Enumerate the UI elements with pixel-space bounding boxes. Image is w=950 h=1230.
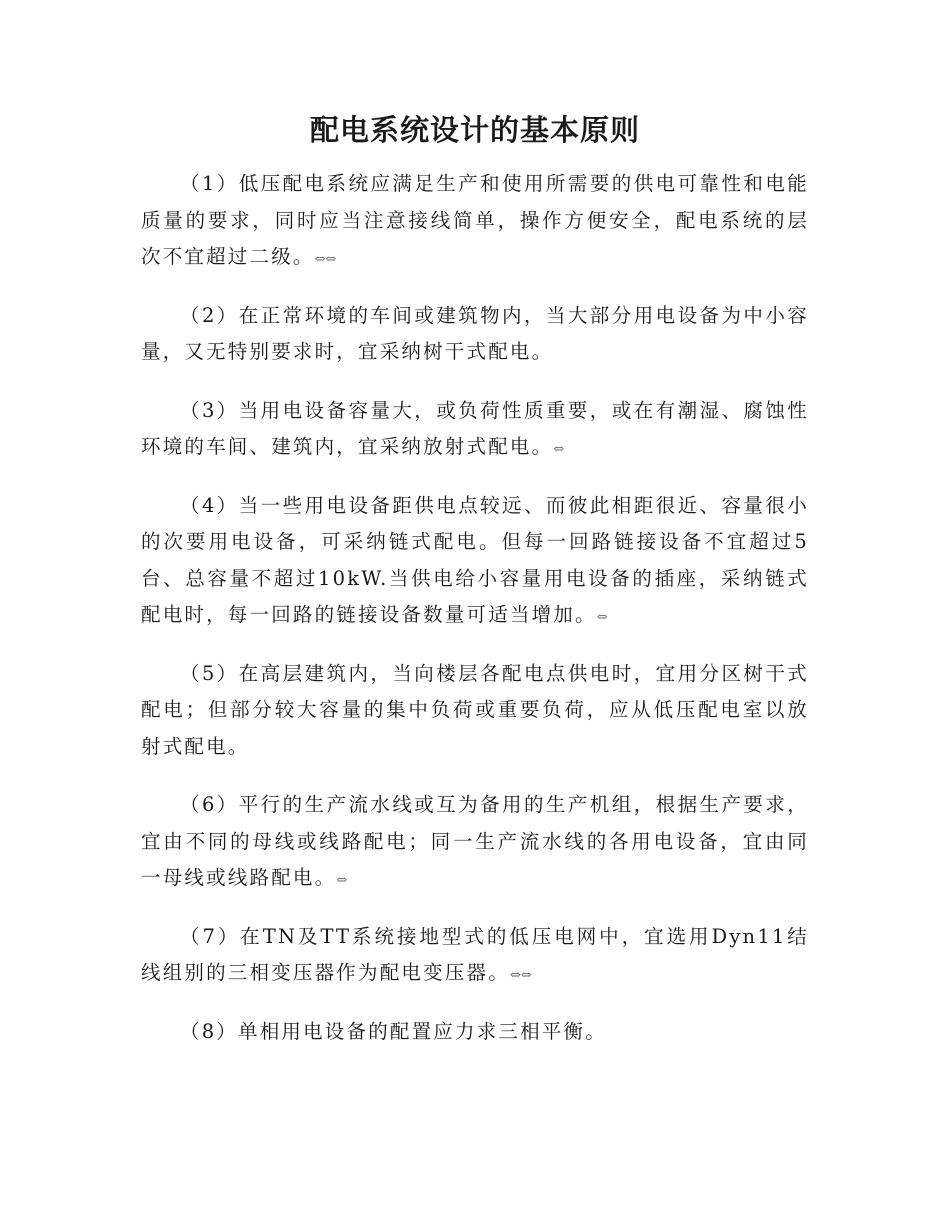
paragraph-text: （5）在高层建筑内，当向楼层各配电点供电时，宜用分区树干式配电；但部分较大容量的集中负荷或重要负荷，应从低压配电室以放射式配电。 [141, 661, 809, 758]
paragraph-text: （8）单相用电设备的配置应力求三相平衡。 [180, 1019, 607, 1043]
paragraph-text: （4）当一些用电设备距供电点较远、而彼此相距很近、容量很小的次要用电设备，可采纳链式配电。但每一回路链接设备不宜超过5台、总容量不超过10kW.当供电给小容量用电设备的插座，采纳链式配电时，每一回路的链接设备数量可适当增加。 [141, 493, 809, 626]
document-body [141, 166, 809, 1072]
document-title: 配电系统设计的基本原则 [309, 113, 640, 147]
paragraph-text: （7）在TN及TT系统接地型式的低压电网中，宜选用Dyn11结线组别的三相变压器作为配电变压器。 [141, 924, 809, 984]
paragraph-5 [141, 656, 809, 769]
paragraph-text: （6）平行的生产流水线或互为备用的生产机组，根据生产要求，宜由不同的母线或线路配电；同一生产流水线的各用电设备，宜由同一母线或线路配电。 [141, 793, 809, 889]
paragraph-end-mark: ⇔ [596, 610, 608, 625]
paragraph-6 [141, 787, 809, 900]
paragraph-end-mark: ⇔⇔ [509, 968, 532, 983]
paragraph-2 [141, 298, 809, 374]
paragraph-4 [141, 488, 809, 637]
paragraph-7 [141, 919, 809, 995]
paragraph-end-mark: ⇔ [553, 442, 565, 457]
paragraph-text: （1）低压配电系统应满足生产和使用所需要的供电可靠性和电能质量的要求，同时应当注意接线简单，操作方便安全，配电系统的层次不宜超过二级。 [141, 172, 809, 268]
paragraph-3 [141, 393, 809, 469]
paragraph-end-mark: ⇔ [336, 873, 348, 888]
paragraph-text: （3）当用电设备容量大，或负荷性质重要，或在有潮湿、腐蚀性环境的车间、建筑内，宜采纳放射式配电。 [141, 398, 809, 458]
paragraph-text: （2）在正常环境的车间或建筑物内，当大部分用电设备为中小容量，又无特别要求时，宜采纳树干式配电。 [141, 303, 809, 363]
paragraph-1 [141, 166, 809, 279]
paragraph-end-mark: ⇔⇔ [314, 252, 337, 267]
paragraph-8 [141, 1014, 809, 1054]
